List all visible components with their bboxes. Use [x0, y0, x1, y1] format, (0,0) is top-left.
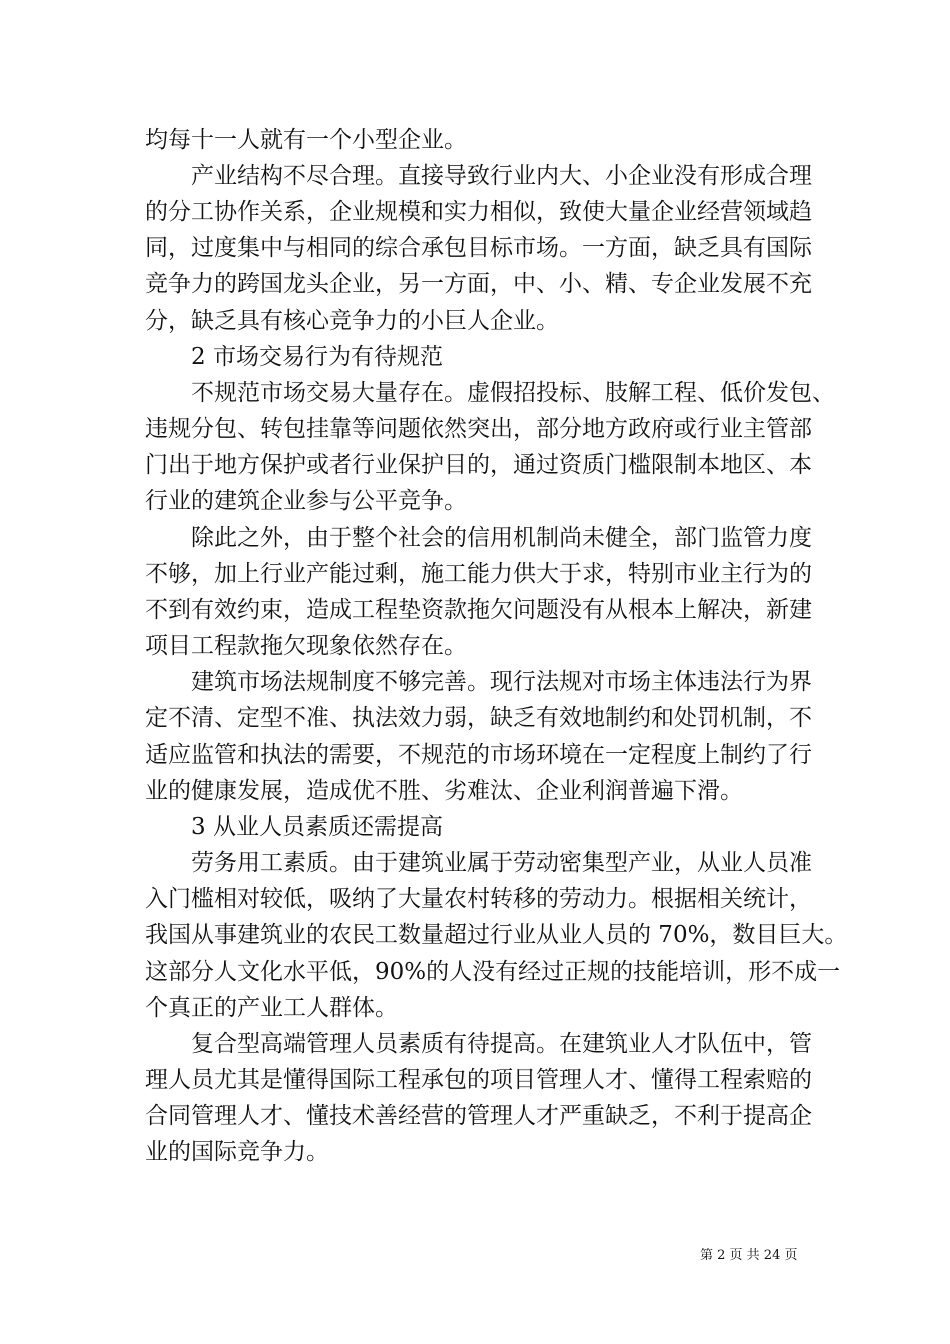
- text-line: 建筑市场法规制度不够完善。现行法规对市场主体违法行为界: [145, 669, 812, 695]
- text-line: 业的国际竞争力。: [145, 1139, 329, 1165]
- text-line: 入门槛相对较低，吸纳了大量农村转移的劳动力。根据相关统计，: [145, 886, 812, 912]
- text-line: 不规范市场交易大量存在。虚假招投标、肢解工程、低价发包、: [145, 380, 835, 406]
- text-line: 行业的建筑企业参与公平竞争。: [145, 488, 467, 514]
- text-line: 不够，加上行业产能过剩，施工能力供大于求，特别市业主行为的: [145, 561, 812, 587]
- text-line: 分，缺乏具有核心竞争力的小巨人企业。: [145, 308, 559, 334]
- text-line: 除此之外，由于整个社会的信用机制尚未健全，部门监管力度: [145, 525, 812, 551]
- text-line: 门出于地方保护或者行业保护目的，通过资质门槛限制本地区、本: [145, 452, 812, 478]
- text-line: 项目工程款拖欠现象依然存在。: [145, 633, 467, 659]
- text-line: 劳务用工素质。由于建筑业属于劳动密集型产业，从业人员准: [145, 850, 812, 876]
- text-line: 合同管理人才、懂技术善经营的管理人才严重缺乏，不利于提高企: [145, 1103, 812, 1129]
- text-line: 产业结构不尽合理。直接导致行业内大、小企业没有形成合理: [145, 163, 812, 189]
- text-line: 定不清、定型不准、执法效力弱，缺乏有效地制约和处罚机制，不: [145, 705, 812, 731]
- page-number-footer: 第 2 页 共 24 页: [700, 1248, 798, 1263]
- text-line: 业的健康发展，造成优不胜、劣难汰、企业利润普遍下滑。: [145, 778, 743, 804]
- text-line: 我国从事建筑业的农民工数量超过行业从业人员的 70%，数目巨大。: [145, 922, 848, 948]
- text-line: 理人员尤其是懂得国际工程承包的项目管理人才、懂得工程索赔的: [145, 1067, 812, 1093]
- text-line: 适应监管和执法的需要，不规范的市场环境在一定程度上制约了行: [145, 742, 812, 768]
- text-line: 违规分包、转包挂靠等问题依然突出，部分地方政府或行业主管部: [145, 416, 812, 442]
- text-line: 个真正的产业工人群体。: [145, 995, 398, 1021]
- text-line: 竞争力的跨国龙头企业，另一方面，中、小、精、专企业发展不充: [145, 271, 812, 297]
- text-line: 这部分人文化水平低，90%的人没有经过正规的技能培训，形不成一: [145, 959, 841, 985]
- text-line: 复合型高端管理人员素质有待提高。在建筑业人才队伍中，管: [145, 1031, 812, 1057]
- section-heading: 2 市场交易行为有待规范: [145, 344, 443, 370]
- text-line: 不到有效约束，造成工程垫资款拖欠问题没有从根本上解决，新建: [145, 597, 812, 623]
- text-line: 均每十一人就有一个小型企业。: [145, 127, 467, 153]
- text-line: 同，过度集中与相同的综合承包目标市场。一方面，缺乏具有国际: [145, 235, 812, 261]
- section-heading: 3 从业人员素质还需提高: [145, 814, 443, 840]
- text-line: 的分工协作关系，企业规模和实力相似，致使大量企业经营领域趋: [145, 199, 812, 225]
